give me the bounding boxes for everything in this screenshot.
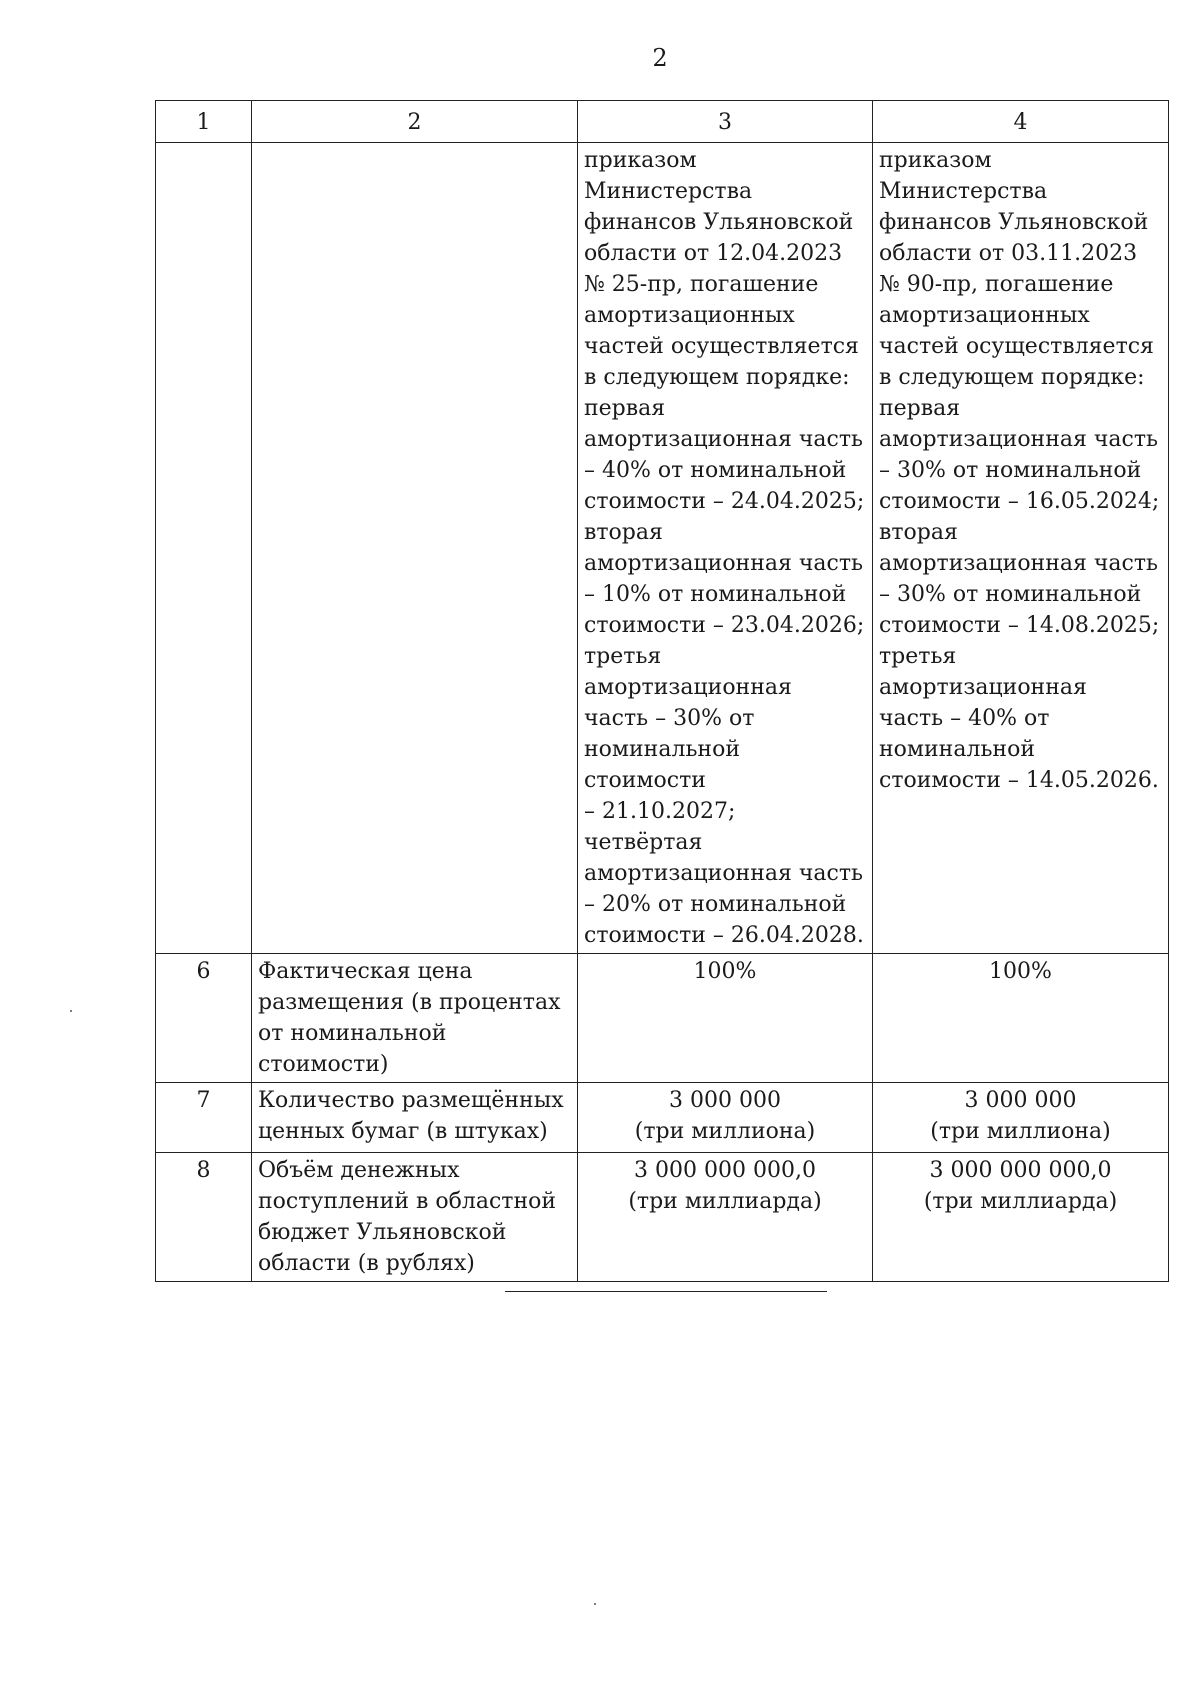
- amortization-text-line: области от 12.04.2023: [584, 241, 843, 266]
- amortization-text-line: стоимости – 14.08.2025;: [879, 613, 1160, 638]
- amortization-text-line: стоимости – 16.05.2024;: [879, 489, 1160, 514]
- amortization-text-line: первая: [584, 396, 666, 421]
- table-row: [156, 954, 1169, 1083]
- amortization-text-line: часть – 30% от: [584, 706, 755, 731]
- amount: 3 000 000 000,0: [634, 1158, 816, 1183]
- amortization-text-line: частей осуществляется: [584, 334, 859, 359]
- amortization-text-line: четвёртая: [584, 830, 703, 855]
- amortization-text-col4: [879, 145, 1162, 796]
- amount: 3 000 000: [964, 1088, 1077, 1113]
- page-number: 2: [652, 44, 668, 72]
- table-row-continuation: [156, 143, 1169, 954]
- header-col-1: 1: [156, 101, 252, 143]
- continuation-num-cell: [156, 143, 252, 954]
- amortization-text-line: – 30% от номинальной: [879, 582, 1142, 607]
- amortization-text-line: номинальной стоимости: [584, 737, 740, 793]
- amount-in-words: (три миллиарда): [628, 1189, 822, 1214]
- amortization-text-line: первая: [879, 396, 961, 421]
- amortization-text-line: амортизационная часть: [584, 551, 864, 576]
- amortization-schedule-col4: [873, 143, 1169, 954]
- row-value-col3: 100%: [578, 954, 873, 1083]
- amortization-text-line: – 40% от номинальной: [584, 458, 847, 483]
- row-label: Фактическая цена размещения (в процентах от номинальной стоимости): [252, 954, 578, 1083]
- amount: 3 000 000 000,0: [929, 1158, 1112, 1183]
- table-row: [156, 1153, 1169, 1282]
- amortization-text-line: – 10% от номинальной: [584, 582, 847, 607]
- amortization-text-line: области от 03.11.2023: [879, 241, 1138, 266]
- amortization-text-line: амортизационная часть: [879, 551, 1159, 576]
- amount-in-words: (три миллиона): [634, 1119, 816, 1144]
- table-header-row: [156, 101, 1169, 143]
- amortization-schedule-col3: [578, 143, 873, 954]
- amortization-text-line: номинальной: [879, 737, 1035, 762]
- amortization-text-line: финансов Ульяновской: [879, 210, 1149, 235]
- amount: 3 000 000: [669, 1088, 781, 1113]
- amortization-text-line: третья амортизационная: [879, 644, 1087, 700]
- amortization-text-line: амортизационных: [584, 303, 795, 328]
- amortization-text-line: вторая: [584, 520, 663, 545]
- header-col-2: 2: [252, 101, 578, 143]
- scan-speck: [70, 1010, 72, 1012]
- amortization-text-line: часть – 40% от: [879, 706, 1050, 731]
- scan-speck: [594, 1603, 596, 1605]
- amortization-text-col3: [584, 145, 866, 951]
- amortization-text-line: амортизационных: [879, 303, 1090, 328]
- amortization-text-line: – 20% от номинальной: [584, 892, 847, 917]
- amortization-text-line: № 25-пр, погашение: [584, 272, 819, 297]
- amount-in-words: (три миллиона): [930, 1119, 1111, 1144]
- amortization-text-line: стоимости – 24.04.2025;: [584, 489, 865, 514]
- row-value-col4: 100%: [873, 954, 1169, 1083]
- row-label: Объём денежных поступлений в областной бюджет Ульяновской области (в рублях): [252, 1153, 578, 1282]
- amortization-text-line: амортизационная часть: [584, 861, 864, 886]
- row-value-col3: [578, 1153, 873, 1282]
- amortization-text-line: амортизационная часть: [879, 427, 1159, 452]
- amortization-text-line: вторая: [879, 520, 958, 545]
- row-value-col4: [873, 1153, 1169, 1282]
- row-value-col3: [578, 1083, 873, 1153]
- continuation-label-cell: [252, 143, 578, 954]
- table-row: [156, 1083, 1169, 1153]
- amortization-text-line: приказом Министерства: [879, 148, 1048, 204]
- row-number: 6: [156, 954, 252, 1083]
- amortization-text-line: третья амортизационная: [584, 644, 792, 700]
- row-number: 8: [156, 1153, 252, 1282]
- amortization-text-line: № 90-пр, погашение: [879, 272, 1114, 297]
- amount-in-words: (три миллиарда): [923, 1189, 1118, 1214]
- amortization-text-line: – 21.10.2027;: [584, 799, 736, 824]
- header-col-3: 3: [578, 101, 873, 143]
- securities-table: [155, 100, 1169, 1282]
- end-of-document-rule: [505, 1291, 827, 1292]
- amortization-text-line: – 30% от номинальной: [879, 458, 1142, 483]
- amortization-text-line: в следующем порядке:: [584, 365, 850, 390]
- row-value-col4: [873, 1083, 1169, 1153]
- amortization-text-line: амортизационная часть: [584, 427, 864, 452]
- row-label: Количество размещённых ценных бумаг (в штуках): [252, 1083, 578, 1153]
- header-col-4: 4: [873, 101, 1169, 143]
- amortization-text-line: стоимости – 26.04.2028.: [584, 923, 864, 948]
- row-number: 7: [156, 1083, 252, 1153]
- amortization-text-line: финансов Ульяновской: [584, 210, 854, 235]
- amortization-text-line: стоимости – 23.04.2026;: [584, 613, 865, 638]
- amortization-text-line: стоимости – 14.05.2026.: [879, 768, 1159, 793]
- amortization-text-line: в следующем порядке:: [879, 365, 1145, 390]
- amortization-text-line: приказом Министерства: [584, 148, 753, 204]
- amortization-text-line: частей осуществляется: [879, 334, 1154, 359]
